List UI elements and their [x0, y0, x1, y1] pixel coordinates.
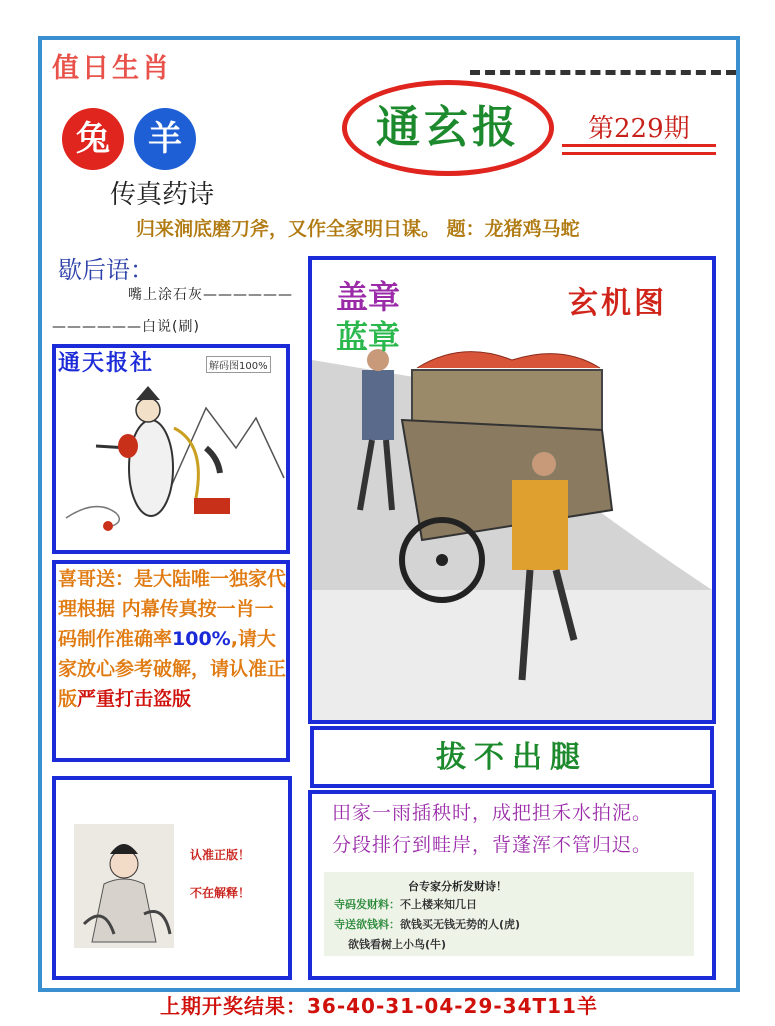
riddle-line-1: 嘴上涂石灰—————— — [128, 287, 293, 303]
verse-line-1: 田家一雨插秧时，成把担禾水拍泥。 — [332, 802, 653, 824]
issue-number: 第229期 — [588, 114, 690, 144]
tip-2-value: 欲钱买无钱无势的人(虎) — [400, 918, 521, 931]
issue-underline — [562, 152, 716, 155]
header-divider — [470, 70, 736, 75]
tongtian-note: 解码图100% — [206, 356, 271, 373]
zodiac-title: 值日生肖 — [52, 53, 172, 84]
sage-illustration — [56, 348, 286, 550]
lady-illustration — [74, 824, 174, 948]
xuanji-label: 玄机图 — [568, 286, 667, 321]
tip-2 — [334, 916, 520, 932]
masthead-title: 通玄报 — [342, 80, 554, 176]
zodiac-badge-sheep: 羊 — [134, 108, 196, 170]
ad-text-main: 喜哥送：是大陆唯一独家代理根据 内幕传真按一肖一码制作准确率 — [58, 568, 287, 650]
ad-text-cont: ,请大家放心参考破解，请认准正版 — [58, 628, 287, 710]
authenticity-panel — [52, 776, 292, 980]
riddle-heading: 歇后语： — [58, 256, 154, 284]
auth-line-1: 认准正版！ — [190, 848, 251, 862]
tip-2-label: 寺送欲钱料： — [334, 918, 400, 931]
ad-warning: 严重打击盗版 — [77, 688, 192, 710]
poem-title: 传真药诗 — [110, 180, 215, 210]
verse-line-2: 分段排行到畦岸，背蓬浑不管归迟。 — [332, 834, 653, 856]
auth-line-2: 不在解释！ — [190, 886, 251, 900]
tip-1-value: 不上楼来知几日 — [400, 898, 477, 911]
stamp-text-1: 盖章 — [336, 278, 401, 316]
tip-1 — [334, 896, 477, 912]
ad-text — [58, 564, 286, 714]
riddle-line-2: ——————白说(刷) — [52, 319, 200, 335]
last-draw-result: 上期开奖结果：36-40-31-04-29-34T11羊 — [160, 994, 598, 1018]
tip-1-label: 寺码发财料： — [334, 898, 400, 911]
poem-line: 归来涧底磨刀斧，又作全家明日谋。 题：龙猪鸡马蛇 — [136, 218, 580, 240]
tongtian-title: 通天报社 — [58, 350, 155, 376]
zodiac-badge-rabbit: 兔 — [62, 108, 124, 170]
image-caption: 拔不出腿 — [436, 740, 588, 775]
ad-accuracy: 100% — [172, 628, 231, 650]
stamp-text-2: 蓝章 — [336, 318, 401, 356]
tip-3: 欲钱看树上小鸟(牛) — [348, 938, 447, 951]
tips-heading: 台专家分析发财诗！ — [408, 880, 507, 893]
issue-underline — [562, 144, 716, 147]
